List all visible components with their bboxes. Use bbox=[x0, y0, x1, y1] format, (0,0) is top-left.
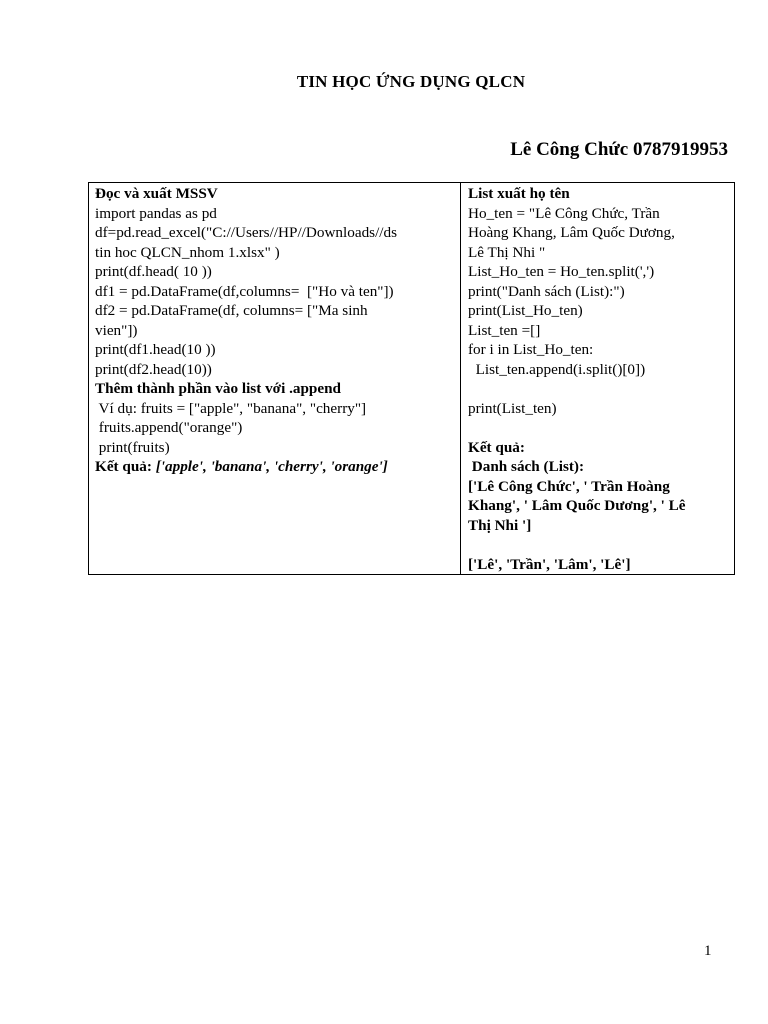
table-cell-left bbox=[89, 183, 461, 574]
result-label: Kết quả: bbox=[95, 458, 156, 475]
result-line: ['Lê Công Chức', ' Trần Hoàng bbox=[468, 477, 670, 495]
code-line: Ho_ten = "Lê Công Chức, Trần bbox=[468, 204, 660, 222]
code-line: List_ten.append(i.split()[0]) bbox=[468, 360, 646, 378]
code-line: print(List_Ho_ten) bbox=[468, 302, 583, 319]
code-line: df1 = pd.DataFrame(df,columns= ["Ho và ten"]) bbox=[95, 282, 394, 300]
code-line: vien"]) bbox=[95, 321, 138, 339]
code-line: List_ten =[] bbox=[468, 321, 541, 339]
result-line: Danh sách (List): bbox=[468, 458, 585, 475]
code-line: tin hoc QLCN_nhom 1.xlsx" ) bbox=[95, 243, 280, 261]
blank-line bbox=[468, 535, 728, 555]
code-line: print(df.head( 10 )) bbox=[95, 263, 212, 280]
code-line: for i in List_Ho_ten: bbox=[468, 341, 594, 358]
code-line: print(List_ten) bbox=[468, 399, 557, 417]
table-cell-right bbox=[461, 183, 734, 574]
example-line: Ví dụ: fruits = ["apple", "banana", "cherry"] bbox=[95, 399, 367, 417]
example-line: print(fruits) bbox=[95, 438, 170, 456]
right-heading: List xuất họ tên bbox=[468, 185, 570, 202]
left-result bbox=[95, 457, 454, 477]
right-result-label: Kết quả: bbox=[468, 438, 525, 456]
page-number: 1 bbox=[704, 943, 712, 959]
result-line: Khang', ' Lâm Quốc Dương', ' Lê bbox=[468, 497, 686, 514]
code-line: df=pd.read_excel("C://Users//HP//Downloads//ds bbox=[95, 224, 398, 241]
append-heading: Thêm thành phần vào list với .append bbox=[95, 380, 342, 397]
code-line: df2 = pd.DataFrame(df, columns= ["Ma sinh bbox=[95, 302, 368, 319]
code-line: print("Danh sách (List):") bbox=[468, 282, 625, 300]
document-title: TIN HỌC ỨNG DỤNG QLCN bbox=[296, 72, 526, 91]
content-table bbox=[88, 182, 735, 575]
code-line: print(df1.head(10 )) bbox=[95, 341, 216, 358]
result-value: ['apple', 'banana', 'cherry', 'orange'] bbox=[155, 458, 388, 475]
left-heading: Đọc và xuất MSSV bbox=[95, 185, 218, 202]
code-line: print(df2.head(10)) bbox=[95, 360, 212, 378]
code-line: Hoàng Khang, Lâm Quốc Dương, bbox=[468, 224, 675, 241]
example-line: fruits.append("orange") bbox=[95, 419, 243, 436]
author-line: Lê Công Chức 0787919953 bbox=[510, 139, 728, 160]
result-line: Thị Nhi '] bbox=[468, 516, 532, 534]
blank-line bbox=[468, 418, 728, 438]
code-line: List_Ho_ten = Ho_ten.split(',') bbox=[468, 263, 655, 280]
blank-line bbox=[468, 379, 728, 399]
final-result: ['Lê', 'Trần', 'Lâm', 'Lê'] bbox=[468, 555, 631, 573]
code-line: Lê Thị Nhi " bbox=[468, 243, 546, 261]
code-line: import pandas as pd bbox=[95, 204, 217, 222]
